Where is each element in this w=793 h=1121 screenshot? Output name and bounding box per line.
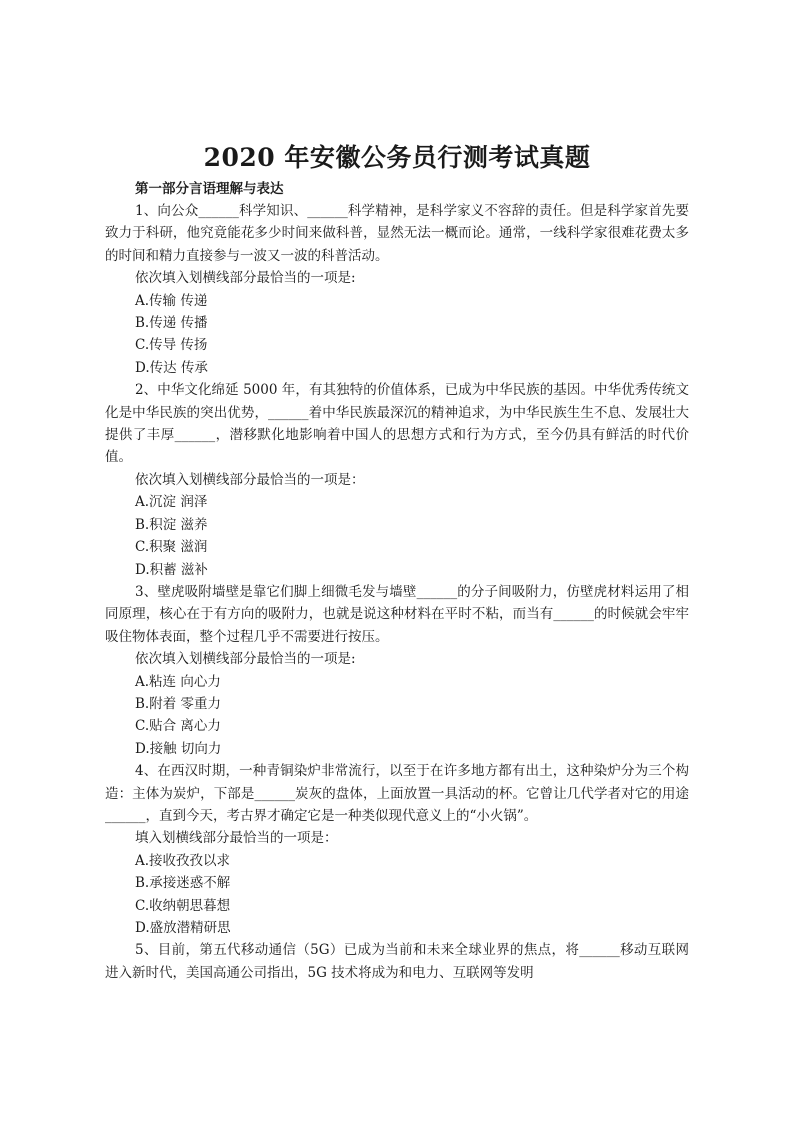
question-2 bbox=[105, 379, 689, 581]
option-b: B.承接迷惑不解 bbox=[135, 875, 231, 892]
question-stem: 2、中华文化绵延 5000 年，有其独特的价值体系，已成为中华民族的基因。中华优秀传统文化是中华民族的突出优势，______着中华民族最深沉的精神追求，为中华民族生生不息、发展壮大提供了丰厚______，潜移默化地影响着中国人的思想方式和行为方式，至今仍具有鲜活的时代价值。 bbox=[105, 382, 689, 466]
option-c: C.收纳朝思暮想 bbox=[135, 897, 231, 914]
question-3 bbox=[105, 581, 689, 760]
option-b: B.附着 零重力 bbox=[135, 695, 222, 712]
question-stem: 5、目前，第五代移动通信（5G）已成为当前和未来全球业界的焦点，将______移动互联网进入新时代，美国高通公司指出，5G 技术将成为和电力、互联网等发明 bbox=[105, 942, 689, 981]
option-c: C.传导 传扬 bbox=[135, 337, 208, 354]
question-1 bbox=[105, 200, 689, 379]
option-c: C.贴合 离心力 bbox=[135, 718, 221, 735]
option-d: D.积蓄 滋补 bbox=[135, 561, 208, 578]
question-instruction: 依次填入划横线部分最恰当的一项是: bbox=[135, 651, 356, 668]
question-instruction: 填入划横线部分最恰当的一项是： bbox=[135, 830, 338, 847]
option-d: D.传达 传承 bbox=[135, 359, 208, 376]
option-d: D.盛放潜精研思 bbox=[135, 920, 231, 936]
document-page bbox=[105, 140, 689, 984]
question-stem: 1、向公众______科学知识、______科学精神，是科学家义不容辞的责任。但是科学家首先要致力于科研，他究竟能花多少时间来做科普，显然无法一概而论。通常，一线科学家很难花费太多的时间和精力直接参与一波又一波的科普活动。 bbox=[105, 203, 689, 264]
option-a: A.沉淀 润泽 bbox=[135, 494, 208, 511]
question-stem: 4、在西汉时期，一种青铜染炉非常流行，以至于在许多地方都有出土，这种染炉分为三个构造：主体为炭炉，下部是______炭灰的盘体，上面放置一具活动的杯。它曾让几代学者对它的用途______，直到今天，考古界才确定它是一种类似现代意义上的“小火锅”。 bbox=[105, 763, 689, 824]
question-5 bbox=[105, 939, 689, 984]
option-d: D.接触 切向力 bbox=[135, 740, 222, 757]
option-b: B.积淀 滋养 bbox=[135, 516, 208, 533]
question-instruction: 依次填入划横线部分最恰当的一项是： bbox=[135, 471, 365, 488]
option-c: C.积聚 滋润 bbox=[135, 539, 208, 556]
question-stem: 3、壁虎吸附墙壁是靠它们脚上细微毛发与墙壁______的分子间吸附力，仿壁虎材料运用了相同原理，核心在于有方向的吸附力，也就是说这种材料在平时不粘，而当有______的时候就会牢牢吸住物体表面，整个过程几乎不需要进行按压。 bbox=[105, 583, 689, 645]
option-a: A.粘连 向心力 bbox=[135, 673, 221, 690]
option-a: A.接收孜孜以求 bbox=[135, 852, 231, 869]
option-b: B.传递 传播 bbox=[135, 315, 208, 332]
section-heading: 第一部分言语理解与表达 bbox=[135, 181, 284, 197]
question-instruction: 依次填入划横线部分最恰当的一项是: bbox=[135, 270, 356, 287]
question-4 bbox=[105, 760, 689, 939]
page-title: 2020 年安徽公务员行测考试真题 bbox=[203, 143, 591, 172]
option-a: A.传输 传递 bbox=[135, 292, 208, 309]
